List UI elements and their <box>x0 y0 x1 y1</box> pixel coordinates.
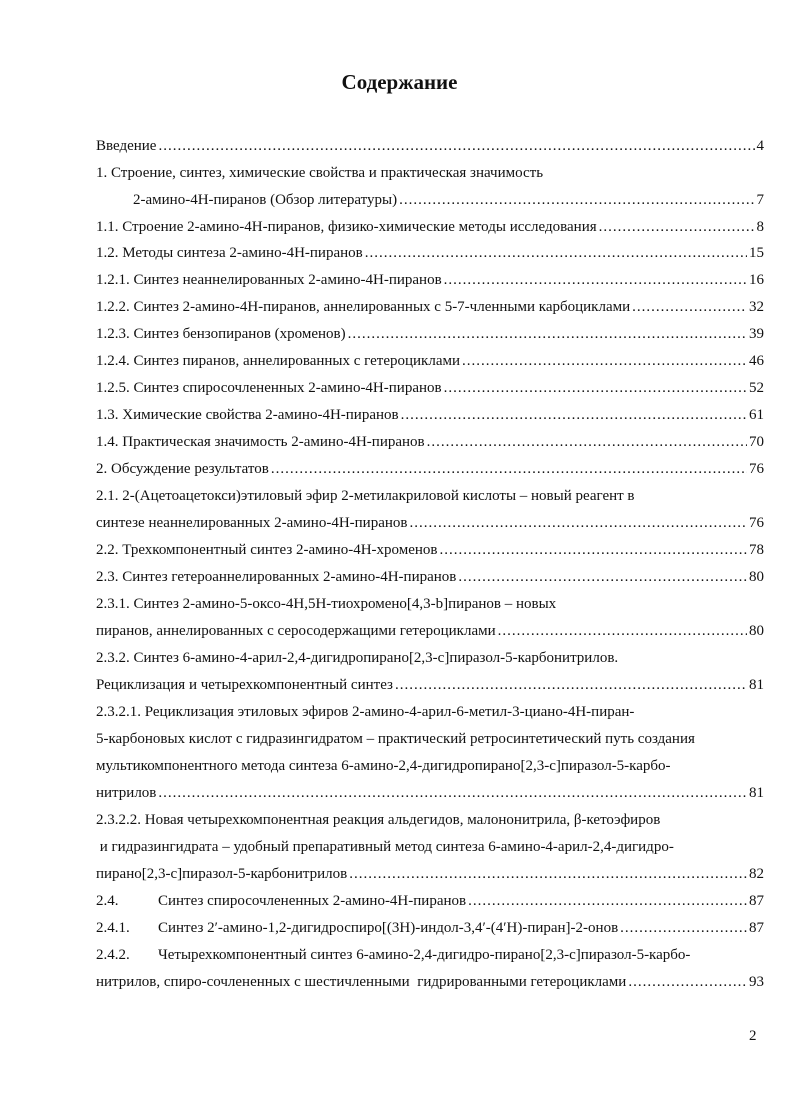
page-title: Содержание <box>341 70 458 94</box>
toc-entry-text: 2.1. 2-(Ацетоацетокси)этиловый эфир 2-метилакриловой кислоты – новый реагент в <box>96 488 635 504</box>
toc-entry-text: 1.2.2. Синтез 2-амино-4H-пиранов, аннелированных с 5-7-членными карбоциклами <box>96 299 631 315</box>
toc-entry <box>96 621 764 641</box>
toc-entry-page: 80 <box>749 623 764 639</box>
toc-entry <box>96 648 764 668</box>
toc-entry <box>96 297 764 317</box>
toc-entry <box>96 405 764 425</box>
dot-leader <box>468 891 747 911</box>
toc-entry-text <box>96 891 466 911</box>
toc-entry <box>96 432 764 452</box>
toc-entry-text: и гидразингидрата – удобный препаративный метод синтеза 6-амино-4-арил-2,4-дигидро- <box>96 839 674 855</box>
toc-entry-text: нитрилов, спиро-сочлененных с шестичленными гидрированными гетероциклами <box>96 974 627 990</box>
dot-leader <box>599 217 755 237</box>
dot-leader <box>399 190 754 210</box>
dot-leader <box>409 513 747 533</box>
toc-entry-text: 1.2.4. Синтез пиранов, аннелированных с гетероциклами <box>96 353 460 369</box>
toc-entry-text: пирано[2,3-c]пиразол-5-карбонитрилов <box>96 866 348 882</box>
toc-entry <box>96 702 764 722</box>
toc-entry-page: 80 <box>749 569 764 585</box>
toc-entry-page: 7 <box>756 192 764 208</box>
toc-entry-text: 1.2.5. Синтез спиросочлененных 2-амино-4H-пиранов <box>96 380 442 396</box>
toc-entry <box>96 486 764 506</box>
toc-entry-text: мультикомпонентного метода синтеза 6-амино-2,4-дигидропирано[2,3-c]пиразол-5-карбо- <box>96 758 671 774</box>
dot-leader <box>628 972 747 992</box>
toc-entry-text: нитрилов <box>96 785 157 801</box>
toc-entry-text: 1.1. Строение 2-амино-4H-пиранов, физико-химические методы исследования <box>96 219 597 235</box>
page-number: 2 <box>749 1028 757 1044</box>
toc-entry <box>96 864 764 884</box>
toc-entry-text: 2. Обсуждение результатов <box>96 461 269 477</box>
toc-entry-page: 76 <box>749 515 764 531</box>
dot-leader <box>158 783 747 803</box>
dot-leader <box>401 405 747 425</box>
toc-entry-page: 82 <box>749 866 764 882</box>
toc-entry <box>96 945 764 965</box>
toc-entry-page: 46 <box>749 353 764 369</box>
dot-leader <box>444 270 747 290</box>
toc-entry <box>96 270 764 290</box>
dot-leader <box>349 864 747 884</box>
toc-entry-page: 39 <box>749 326 764 342</box>
toc-entry-page: 32 <box>749 299 764 315</box>
toc-entry-text: 2.3.2. Синтез 6-амино-4-арил-2,4-дигидропирано[2,3-c]пиразол-5-карбонитрилов. <box>96 650 619 666</box>
toc-entry <box>96 459 764 479</box>
toc-entry-text: 2.3.2.2. Новая четырехкомпонентная реакция альдегидов, малононитрила, β-кетоэфиров <box>96 812 661 828</box>
toc-entry-page: 70 <box>749 434 764 450</box>
toc-entry-text: Рециклизация и четырехкомпонентный синтез <box>96 677 393 693</box>
toc-entry-page: 4 <box>756 138 764 154</box>
toc-entry-page: 8 <box>756 219 764 235</box>
toc-entry <box>96 783 764 803</box>
dot-leader <box>365 243 747 263</box>
toc-entry-text <box>96 918 618 938</box>
toc-entry <box>96 513 764 533</box>
toc-entry-page: 87 <box>749 893 764 909</box>
dot-leader <box>632 297 747 317</box>
toc-entry <box>96 810 764 830</box>
toc-entry <box>96 891 764 911</box>
toc-entry-text: 1.2. Методы синтеза 2-амино-4H-пиранов <box>96 245 363 261</box>
toc-entry <box>96 675 764 695</box>
toc-entry <box>133 190 764 210</box>
dot-leader <box>498 621 747 641</box>
dot-leader <box>444 378 747 398</box>
toc-entry-text: пиранов, аннелированных с серосодержащими гетероциклами <box>96 623 496 639</box>
toc-entry <box>96 243 764 263</box>
toc-entry <box>96 567 764 587</box>
toc-entry-title: Четырехкомпонентный синтез 6-амино-2,4-дигидро-пирано[2,3-c]пиразол-5-карбо- <box>158 947 691 963</box>
toc-entry-page: 81 <box>749 677 764 693</box>
toc-entry-text: 2-амино-4H-пиранов (Обзор литературы) <box>133 192 398 208</box>
dot-leader <box>395 675 747 695</box>
toc-entry <box>96 378 764 398</box>
toc-entry-page: 76 <box>749 461 764 477</box>
toc-entry <box>96 918 764 938</box>
toc-entry-page: 81 <box>749 785 764 801</box>
toc-entry-text: 1.2.3. Синтез бензопиранов (хроменов) <box>96 326 346 342</box>
toc-entry-number: 2.4.1. <box>96 920 130 936</box>
dot-leader <box>158 136 754 156</box>
toc-entry <box>96 837 764 857</box>
toc-entry-page: 52 <box>749 380 764 396</box>
toc-entry <box>96 972 764 992</box>
toc-entry-page: 61 <box>749 407 764 423</box>
toc-entry-title: Синтез спиросочлененных 2-амино-4H-пиранов <box>158 893 467 909</box>
toc-entry-text: 1.2.1. Синтез неаннелированных 2-амино-4H-пиранов <box>96 272 442 288</box>
toc-entry-title: Синтез 2′-амино-1,2-дигидроспиро[(3H)-индол-3,4′-(4′H)-пиран]-2-онов <box>158 920 619 936</box>
toc-entry-page: 15 <box>749 245 764 261</box>
dot-leader <box>427 432 747 452</box>
toc-entry-page: 93 <box>749 974 764 990</box>
toc-entry-text: Введение <box>96 138 157 154</box>
dot-leader <box>458 567 747 587</box>
toc-entry-number: 2.4. <box>96 893 119 909</box>
toc-entry <box>96 136 764 156</box>
toc-entry-text: 1.4. Практическая значимость 2-амино-4H-пиранов <box>96 434 425 450</box>
dot-leader <box>348 324 747 344</box>
toc-entry-text: 1. Строение, синтез, химические свойства и практическая значимость <box>96 165 544 181</box>
toc-entry-page: 78 <box>749 542 764 558</box>
toc-entry <box>96 324 764 344</box>
toc-entry-page: 16 <box>749 272 764 288</box>
toc-entry <box>96 540 764 560</box>
toc-entry <box>96 729 764 749</box>
dot-leader <box>271 459 747 479</box>
toc-entry-text: 1.3. Химические свойства 2-амино-4H-пиранов <box>96 407 399 423</box>
dot-leader <box>620 918 747 938</box>
toc-entry-page: 87 <box>749 920 764 936</box>
toc-entry <box>96 594 764 614</box>
toc-entry <box>96 217 764 237</box>
toc-entry-text: 2.2. Трехкомпонентный синтез 2-амино-4H-хроменов <box>96 542 438 558</box>
dot-leader <box>462 351 747 371</box>
toc-entry-text: синтезе неаннелированных 2-амино-4H-пиранов <box>96 515 408 531</box>
toc-entry-number: 2.4.2. <box>96 947 130 963</box>
toc-entry <box>96 163 764 183</box>
toc-entry-text: 2.3.1. Синтез 2-амино-5-оксо-4H,5H-тиохромено[4,3-b]пиранов – новых <box>96 596 557 612</box>
toc-entry-text: 2.3. Синтез гетероаннелированных 2-амино-4H-пиранов <box>96 569 457 585</box>
toc-entry <box>96 756 764 776</box>
dot-leader <box>440 540 748 560</box>
toc-entry-text: 5-карбоновых кислот с гидразингидратом – практический ретросинтетический путь создания <box>96 731 695 747</box>
toc-entry-text: 2.3.2.1. Рециклизация этиловых эфиров 2-амино-4-арил-6-метил-3-циано-4H-пиран- <box>96 704 635 720</box>
toc-entry <box>96 351 764 371</box>
